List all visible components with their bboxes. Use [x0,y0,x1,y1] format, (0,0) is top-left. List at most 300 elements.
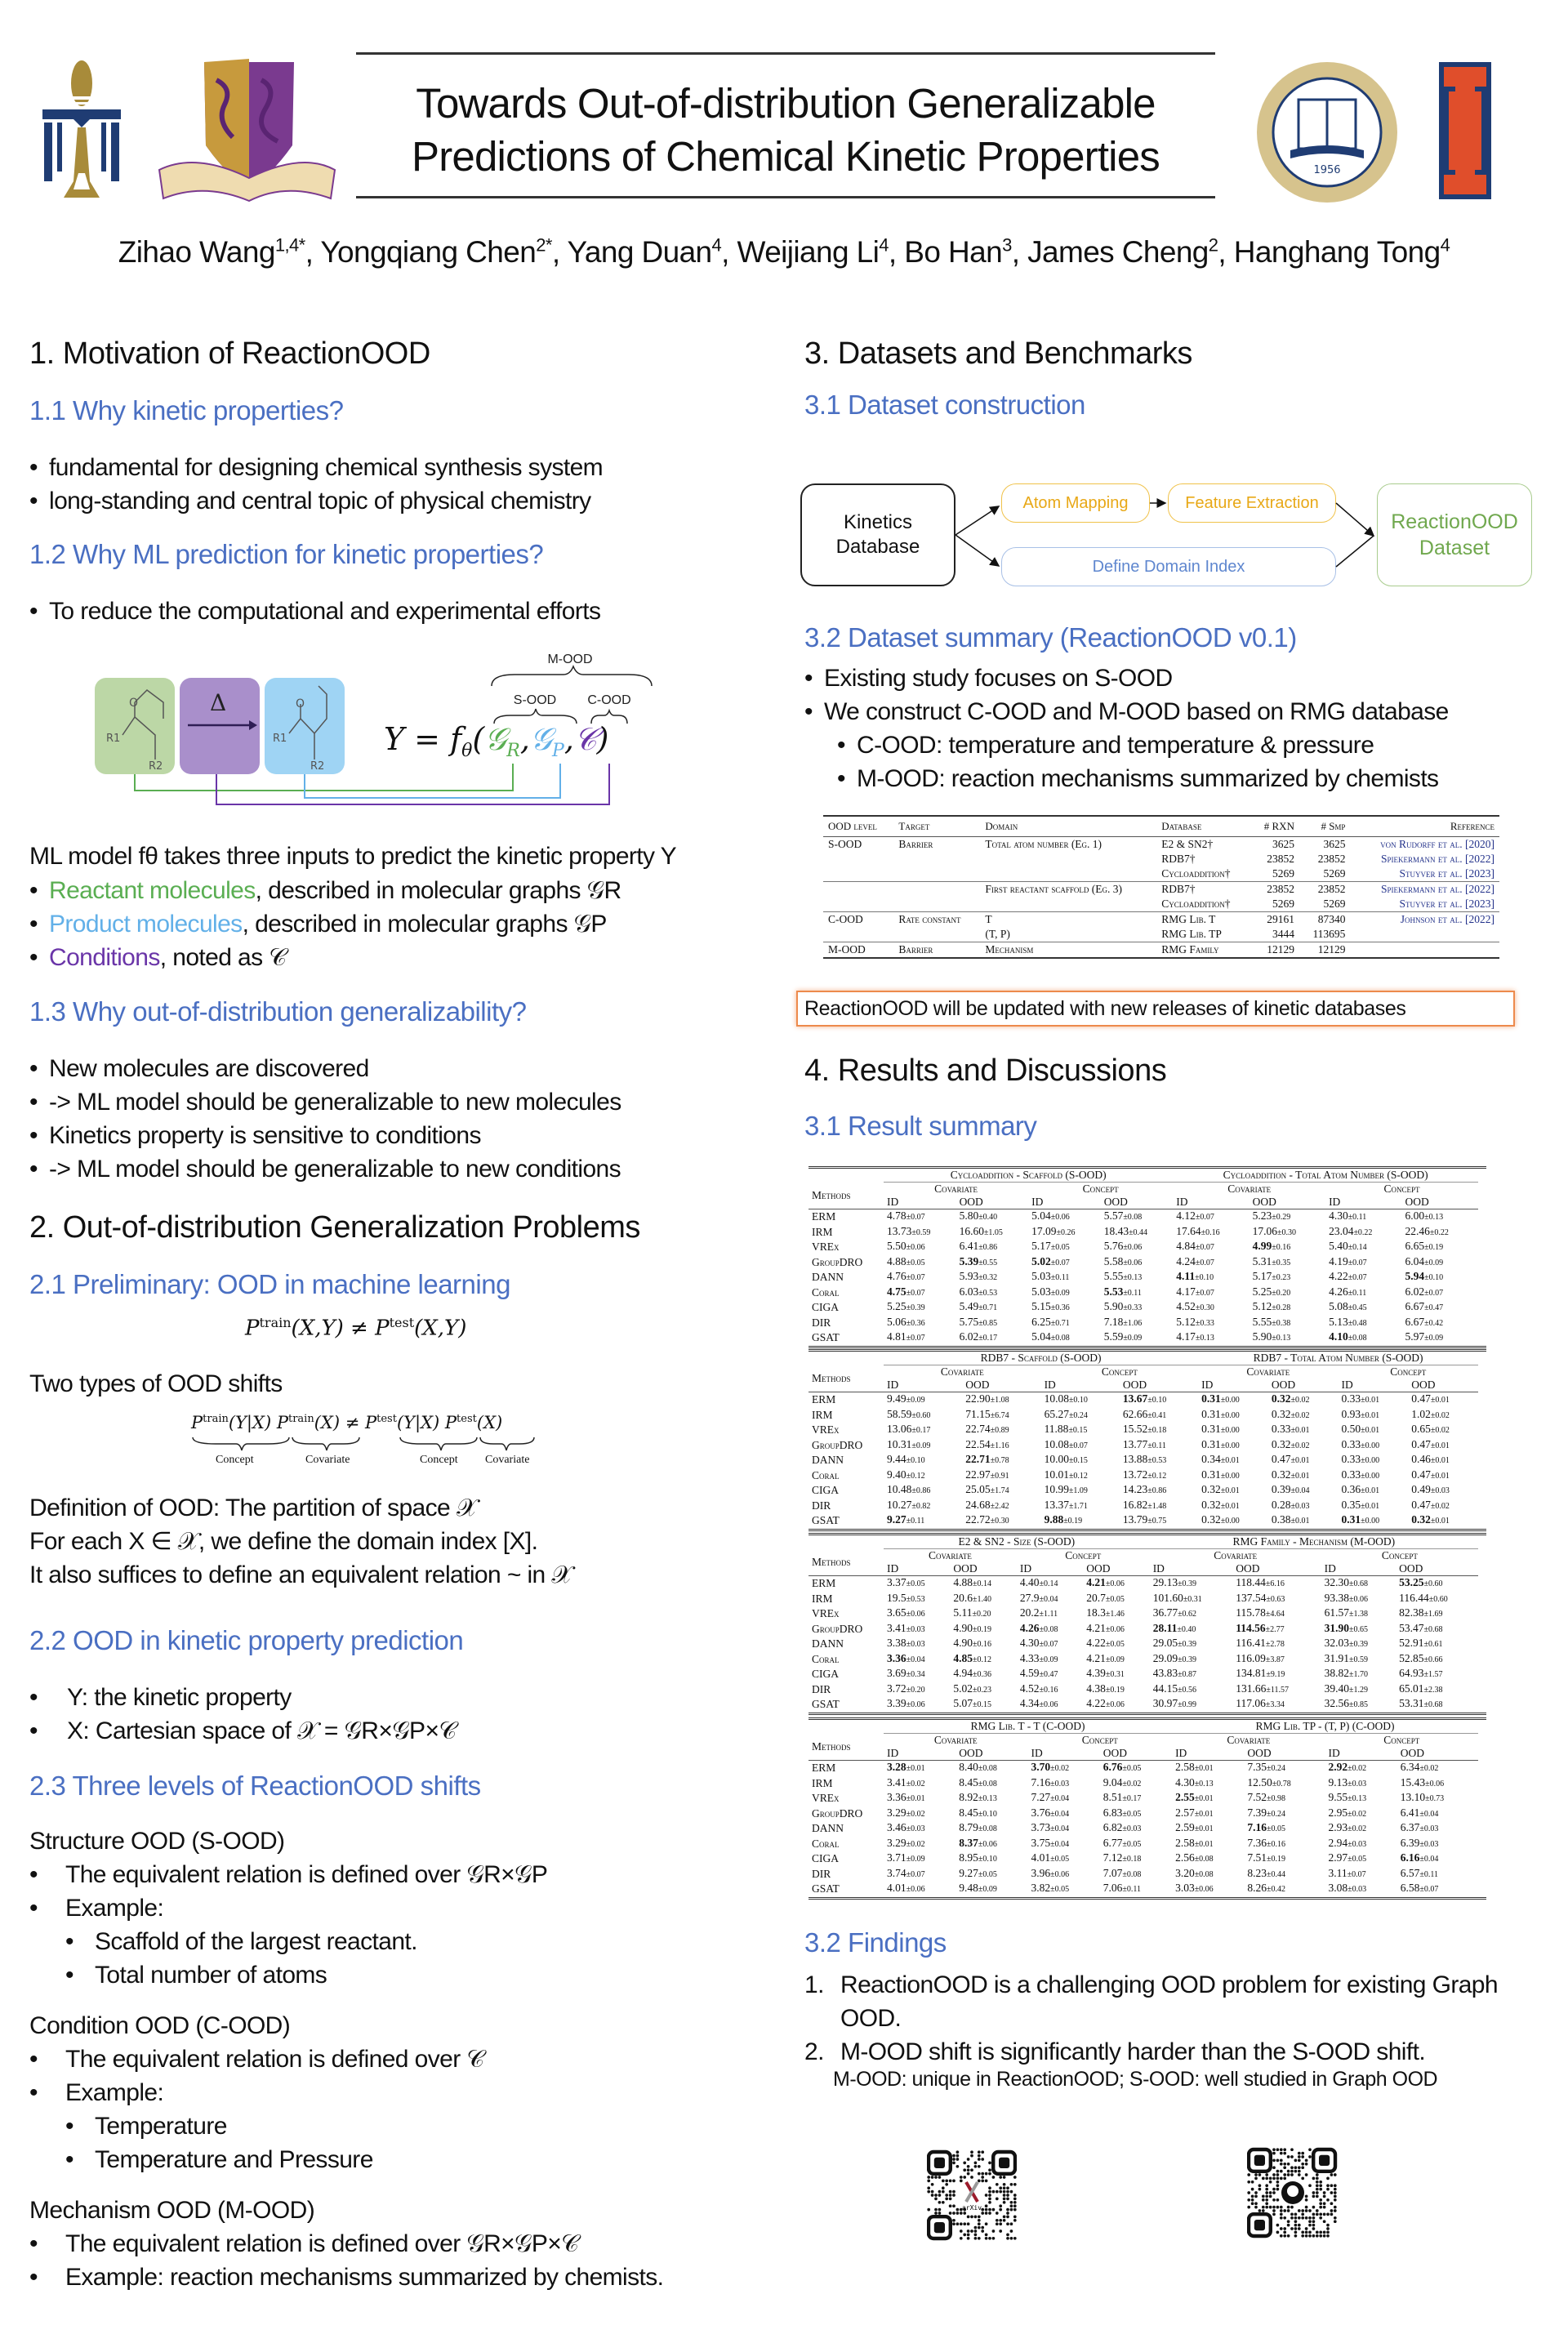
id-header: ID [1044,1379,1056,1391]
table-row [808,1513,1478,1529]
id-header: ID [1031,1747,1043,1759]
list-item: • To reduce the computational and experimental efforts [29,595,748,628]
svg-text:R1: R1 [273,733,287,745]
table-header: OOD level [823,817,893,837]
model-inputs-list [29,874,764,974]
section-4-1-title: 3.1 Result summary [804,1111,1037,1141]
table-row [808,1821,1478,1837]
result-cell: 4.90±0.19 [953,1621,992,1634]
result-cell: 71.15±6.74 [965,1407,1009,1420]
result-cell: 5.02±0.23 [953,1682,992,1695]
result-cell: 0.31±0.00 [1201,1437,1240,1450]
result-cell: 2.56±0.08 [1175,1851,1214,1864]
table-row [808,1606,1478,1622]
result-cell: 6.41±0.04 [1400,1806,1439,1819]
result-cell: 2.94±0.03 [1328,1836,1367,1849]
result-cell: 58.59±0.60 [887,1407,931,1420]
result-cell: 114.56±2.77 [1236,1621,1285,1634]
result-table [808,1533,1486,1715]
result-cell: 4.17±0.07 [1176,1285,1214,1298]
result-cell: 61.57±1.38 [1324,1606,1369,1619]
result-cell: 3.69±0.34 [887,1667,925,1679]
method-name: VREx [812,1607,840,1619]
result-cell: 0.33±0.01 [1341,1392,1380,1405]
table-row [808,1499,1478,1514]
method-name: GroupDRO [812,1806,863,1820]
result-cell: 3.46±0.03 [887,1821,925,1833]
table-row [808,1209,1478,1225]
section-2-2-list [29,1681,764,1748]
ood-header: OOD [1086,1562,1111,1575]
result-cell: 115.78±4.64 [1236,1606,1285,1619]
result-cell: 0.36±0.01 [1341,1483,1380,1495]
result-cell: 3.36±0.01 [887,1791,925,1803]
section-1-3-title: 1.3 Why out-of-distribution generalizability? [29,996,527,1027]
result-cell: 4.34±0.06 [1019,1697,1058,1709]
arxiv-icon [962,2182,982,2212]
methods-header: Methods [812,1188,851,1201]
cood-block: Condition OOD (C-OOD) • The equivalent relation is defined over 𝒞 • Example: • Temperature • Temperature and Pressure [29,2009,764,2176]
result-cell: 2.93±0.02 [1328,1821,1367,1833]
result-cell: 116.44±0.60 [1399,1591,1448,1604]
result-cell: 4.52±0.16 [1019,1682,1058,1695]
result-cell: 22.97±0.91 [965,1468,1009,1481]
ood-header: OOD [953,1562,978,1575]
two-types-text: Two types of OOD shifts [29,1370,283,1397]
result-cell: 0.33±0.00 [1341,1437,1380,1450]
concept-header: Concept [1082,1183,1119,1195]
table-row [808,1776,1478,1792]
table-row [808,1851,1478,1867]
result-cell: 13.10±0.73 [1400,1791,1445,1803]
section-3-1-title: 3.1 Dataset construction [804,390,1085,420]
author-name: Zihao Wang$^{1,4*}$ [118,235,305,270]
list-item: • X: Cartesian space of 𝒳 = 𝒢R×𝒢P×𝒞 [29,1714,764,1748]
table-row [808,1576,1478,1592]
table-row [808,1468,1478,1484]
ood-header: OOD [1405,1196,1429,1208]
result-cell: 29.05±0.39 [1152,1637,1197,1649]
result-cell: 0.47±0.01 [1271,1453,1310,1465]
dataset-summary-table [823,815,1499,959]
result-cell: 3.08±0.03 [1328,1882,1367,1894]
result-cell: 22.46±0.22 [1405,1224,1449,1237]
result-cell: 22.54±1.16 [965,1437,1009,1450]
list-item: • fundamental for designing chemical synthesis system [29,451,748,484]
result-cell: 5.13±0.48 [1329,1315,1367,1328]
list-item: • Example: [29,2076,764,2109]
result-cell: 7.27±0.04 [1031,1791,1070,1803]
result-cell: 6.67±0.42 [1405,1315,1444,1328]
result-cell: 65.27±0.24 [1044,1407,1088,1420]
covariate-header: Covariate [940,1365,984,1378]
result-cell: 0.39±0.04 [1271,1483,1310,1495]
result-cell: 116.09±3.87 [1236,1651,1285,1664]
section-3-title: 3. Datasets and Benchmarks [804,336,1192,371]
result-cell: 27.9±0.04 [1019,1591,1058,1604]
method-name: CIGA [812,1484,839,1496]
method-name: Coral [812,1285,840,1298]
author-name: Yang Duan$^4$ [567,235,722,270]
result-cell: 2.59±0.01 [1175,1821,1214,1833]
methods-header: Methods [812,1555,851,1568]
result-cell: 7.52±0.98 [1247,1791,1285,1803]
table-row [808,1483,1478,1499]
result-cell: 9.27±0.05 [959,1866,997,1879]
result-cell: 5.94±0.10 [1405,1270,1444,1282]
table-row [808,1453,1478,1468]
poster-title-line1: Towards Out-of-distribution Generalizable [416,80,1156,127]
method-name: DANN [812,1454,844,1466]
list-item: • Example: [29,1891,764,1925]
result-cell: 15.52±0.18 [1122,1423,1167,1435]
result-cell: 9.04±0.02 [1102,1775,1142,1788]
id-header: ID [887,1379,899,1391]
result-cell: 5.02±0.07 [1031,1254,1070,1267]
result-cell: 0.50±0.01 [1341,1423,1380,1435]
section-1-1-list [29,451,748,518]
table-row [808,1806,1478,1822]
table-row [808,1438,1478,1454]
result-cell: 6.82±0.03 [1102,1821,1142,1833]
result-cell: 23.04±0.22 [1329,1224,1373,1237]
result-cell: 4.30±0.07 [1019,1637,1058,1649]
method-name: DANN [812,1637,844,1650]
result-cell: 0.31±0.00 [1201,1423,1240,1435]
result-cell: 6.04±0.09 [1405,1254,1444,1267]
result-cell: 5.50±0.06 [887,1240,925,1252]
result-cell: 6.00±0.13 [1405,1209,1444,1222]
result-cell: 0.31±0.00 [1341,1513,1380,1526]
result-cell: 31.91±0.59 [1324,1651,1369,1664]
ood-header: OOD [959,1196,983,1208]
result-cell: 4.01±0.06 [887,1882,925,1894]
concept-header: Concept [1390,1365,1427,1378]
title-rule-top [356,52,1215,55]
result-cell: 0.32±0.02 [1271,1437,1310,1450]
result-cell: 8.92±0.13 [959,1791,997,1803]
table-header: # RXN [1251,817,1299,837]
result-cell: 3.71±0.09 [887,1851,925,1864]
result-cell: 53.25±0.60 [1399,1576,1443,1588]
result-cell: 5.53±0.11 [1103,1285,1142,1298]
ood-header: OOD [1236,1562,1260,1575]
result-cell: 20.6±1.40 [953,1591,992,1604]
result-cell: 6.03±0.53 [959,1285,998,1298]
result-cell: 0.38±0.01 [1271,1513,1310,1526]
result-cell: 8.37±0.06 [959,1836,997,1849]
result-cell: 10.31±0.09 [887,1437,931,1450]
result-cell: 3.65±0.06 [887,1606,925,1619]
sood-block: Structure OOD (S-OOD) • The equivalent relation is defined over 𝒢R×𝒢P • Example: • Scaffold of the largest reactant. • Total number of atoms [29,1824,764,1992]
ood-header: OOD [1411,1379,1436,1391]
result-cell: 64.93±1.57 [1399,1667,1443,1679]
list-item: • The equivalent relation is defined over 𝒞 [29,2042,764,2076]
table-row: (T, P) RMG Lib. TP 3444 113695 [985,928,1346,940]
formula-shift-types: $P^{train}(Y|X) P^{train}(X) \ne P^{test}(Y|X)$ $P^{test}(X)$ Concept Covariate Concept Covariate [191,1413,583,1470]
list-item: • Existing study focuses on S-OOD [804,662,1539,695]
result-cell: 19.5±0.53 [887,1591,925,1604]
result-cell: 3.03±0.06 [1175,1882,1214,1894]
dataset-construction-flow [792,457,1518,588]
table-row [808,1697,1478,1713]
result-cell: 44.15±0.56 [1152,1682,1197,1695]
table-title: RDB7 - Total Atom Number (S-OOD) [1198,1352,1478,1365]
table-title: E2 & SN2 - Size (S-OOD) [884,1535,1150,1549]
table-title: Cycloaddition - Total Atom Number (S-OOD) [1173,1169,1478,1183]
method-name: DIR [812,1682,831,1695]
method-name: ERM [812,1393,836,1405]
result-cell: 32.30±0.68 [1324,1576,1369,1588]
result-cell: 6.37±0.03 [1400,1821,1439,1833]
svg-text:arXiv: arXiv [961,2204,982,2212]
illinois-logo [1439,62,1491,199]
result-cell: 22.74±0.89 [965,1423,1009,1435]
result-cell: 5.90±0.33 [1103,1300,1143,1312]
table-row [808,1285,1478,1301]
id-header: ID [1324,1562,1336,1575]
table-row [808,1270,1478,1285]
ml-model-description: ML model fθ takes three inputs to predict the kinetic property Y [29,843,677,870]
id-header: ID [1175,1747,1187,1759]
result-cell: 4.21±0.06 [1086,1621,1125,1634]
arxiv-qr-code[interactable] [927,2114,1017,2277]
author-list: Zihao Wang$^{1,4*}$, Yongqiang Chen$^{2*}$, Yang Duan$^4$, Weijiang Li$^4$, Bo Han$^3$, James Cheng$^2$, Hanghang Tong$^4$ [118,235,1450,270]
method-name: DANN [812,1822,844,1834]
table-row [808,1300,1478,1316]
result-cell: 5.03±0.11 [1031,1270,1070,1282]
result-cell: 5.58±0.06 [1103,1254,1143,1267]
result-cell: 20.2±1.11 [1019,1606,1058,1619]
result-cell: 52.91±0.61 [1399,1637,1443,1649]
result-cell: 3.20±0.08 [1175,1866,1214,1879]
result-cell: 5.59±0.09 [1103,1330,1143,1343]
covariate-header: Covariate [1227,1183,1272,1195]
result-cell: 134.81±9.19 [1236,1667,1285,1679]
concept-header: Concept [1081,1734,1118,1746]
result-cell: 53.47±0.68 [1399,1621,1443,1634]
result-cell: 5.23±0.29 [1252,1209,1291,1222]
result-cell: 6.76±0.05 [1102,1761,1142,1773]
result-cell: 8.51±0.17 [1102,1791,1142,1803]
result-cell: 0.32±0.01 [1271,1468,1310,1481]
result-cell: 4.30±0.11 [1329,1209,1367,1222]
result-cell: 13.06±0.17 [887,1423,931,1435]
section-2-1-title: 2.1 Preliminary: OOD in machine learning [29,1269,510,1299]
result-cell: 8.26±0.42 [1247,1882,1285,1894]
svg-text:M-OOD: M-OOD [547,653,593,666]
result-cell: 5.39±0.55 [959,1254,998,1267]
result-cell: 10.08±0.07 [1044,1437,1088,1450]
method-name: VREx [812,1241,840,1253]
result-cell: 3.73±0.04 [1031,1821,1070,1833]
result-cell: 13.77±0.11 [1122,1437,1166,1450]
result-cell: 7.39±0.24 [1247,1806,1285,1819]
result-cell: 8.79±0.08 [959,1821,997,1833]
result-cell: 18.3±1.46 [1086,1606,1125,1619]
table-row: Cycloaddition† 5269 5269 Stuyver et al. [2023] [1161,867,1494,880]
result-cell: 52.85±0.66 [1399,1651,1443,1664]
result-cell: 10.48±0.86 [887,1483,931,1495]
result-cell: 6.02±0.17 [959,1330,998,1343]
result-cell: 2.92±0.02 [1328,1761,1367,1773]
result-cell: 4.88±0.05 [887,1254,925,1267]
result-cell: 0.28±0.03 [1271,1498,1310,1511]
result-cell: 8.95±0.10 [959,1851,997,1864]
covariate-header: Covariate [929,1549,972,1561]
author-name: Hanghang Tong$^4$ [1233,235,1450,270]
id-header: ID [887,1196,899,1208]
result-cell: 4.33±0.09 [1019,1651,1058,1664]
result-cell: 5.17±0.05 [1031,1240,1070,1252]
table-header: Domain [980,817,1156,837]
result-cell: 22.72±0.30 [965,1513,1009,1526]
section-3-2-sublist [837,728,1556,795]
result-cell: 6.83±0.05 [1102,1806,1142,1819]
table-row [808,1667,1478,1682]
result-cell: 4.26±0.08 [1019,1621,1058,1634]
method-name: CIGA [812,1852,839,1864]
flow-reactionood-dataset: ReactionOOD Dataset [1377,483,1532,586]
result-cell: 0.47±0.02 [1411,1498,1450,1511]
result-cell: 5.80±0.40 [959,1209,998,1222]
result-cell: 5.90±0.13 [1252,1330,1291,1343]
result-cell: 9.55±0.13 [1328,1791,1367,1803]
method-name: DIR [812,1499,831,1512]
result-cell: 3.75±0.04 [1031,1836,1070,1849]
result-cell: 5.55±0.38 [1252,1315,1291,1328]
result-cell: 5.57±0.08 [1103,1209,1143,1222]
ood-header: OOD [965,1379,990,1391]
result-cell: 4.59±0.47 [1019,1667,1058,1679]
table-header: Reference [1350,817,1499,837]
ood-header: OOD [1122,1379,1147,1391]
result-cell: 4.84±0.07 [1176,1240,1214,1252]
id-header: ID [1176,1196,1188,1208]
hkbu-logo [1254,59,1401,206]
result-cell: 3.41±0.02 [887,1775,925,1788]
result-cell: 28.11±0.40 [1152,1621,1196,1634]
result-cell: 3.82±0.05 [1031,1882,1070,1894]
label-covariate: Covariate [485,1454,530,1466]
result-cell: 3.11±0.07 [1328,1866,1366,1879]
table-header: Target [893,817,980,837]
result-table [808,1349,1486,1531]
method-name: CIGA [812,1668,839,1680]
result-cell: 4.24±0.07 [1176,1254,1214,1267]
table-row: First reactant scaffold (Eg. 3) RDB7† 23852 23852 Spiekermann et al. [2022] [823,882,1499,898]
table-row [808,1867,1478,1882]
result-cell: 0.93±0.01 [1341,1407,1380,1420]
result-cell: 31.90±0.65 [1324,1621,1369,1634]
result-cell: 3.70±0.02 [1031,1761,1070,1773]
result-cell: 4.21±0.06 [1086,1576,1125,1588]
covariate-header: Covariate [1227,1734,1271,1746]
concept-header: Concept [1381,1549,1418,1561]
result-cell: 5.08±0.45 [1329,1300,1367,1312]
github-icon [1281,2181,1304,2204]
svg-text:S-OOD: S-OOD [513,693,557,707]
result-cell: 62.66±0.41 [1122,1407,1167,1420]
method-name: ERM [812,1577,836,1589]
findings-list [804,1968,1539,2069]
svg-text:1956: 1956 [1313,164,1341,176]
result-cell: 6.02±0.07 [1405,1285,1444,1298]
id-header: ID [887,1747,899,1759]
result-cell: 0.33±0.01 [1271,1423,1310,1435]
result-cell: 18.43±0.44 [1103,1224,1148,1237]
section-2-3-title: 2.3 Three levels of ReactionOOD shifts [29,1771,481,1801]
result-cell: 0.46±0.01 [1411,1453,1450,1465]
result-cell: 13.73±0.59 [887,1224,931,1237]
github-qr-code[interactable] [1247,2111,1339,2274]
list-item: • M-OOD: reaction mechanisms summarized by chemists [837,762,1556,795]
flow-define-domain-index: Define Domain Index [1001,547,1336,586]
cuhk-logo [155,56,339,203]
result-cell: 4.90±0.16 [953,1637,992,1649]
reaction-diagram [90,645,662,808]
result-cell: 4.52±0.30 [1176,1300,1214,1312]
result-cell: 29.13±0.39 [1152,1576,1197,1588]
id-header: ID [1341,1379,1353,1391]
svg-text:R2: R2 [310,760,325,773]
section-2-2-title: 2.2 OOD in kinetic property prediction [29,1625,464,1655]
list-item: • Product molecules, described in molecular graphs 𝒢P [29,907,764,941]
finding-item: 1. ReactionOOD is a challenging OOD problem for existing Graph OOD. [804,1971,1498,2032]
list-item: • Conditions, noted as 𝒞 [29,941,764,974]
section-1-3-list [29,1052,764,1186]
result-cell: 17.09±0.26 [1031,1224,1076,1237]
table-row: RDB7† 23852 23852 Spiekermann et al. [2022] [1161,853,1494,865]
result-cell: 1.02±0.02 [1411,1407,1450,1420]
result-cell: 2.95±0.02 [1328,1806,1367,1819]
result-cell: 4.39±0.31 [1086,1667,1125,1679]
id-header: ID [1019,1562,1032,1575]
id-header: ID [1031,1196,1044,1208]
flow-kinetics-database: Kinetics Database [800,483,956,586]
ood-header: OOD [1271,1379,1296,1391]
ood-header: OOD [1103,1196,1128,1208]
covariate-header: Covariate [1246,1365,1290,1378]
result-cell: 0.65±0.02 [1411,1423,1450,1435]
method-name: Coral [812,1468,840,1481]
method-name: VREx [812,1423,840,1436]
result-cell: 0.33±0.00 [1341,1453,1380,1465]
result-cell: 25.05±1.74 [965,1483,1009,1495]
list-item: • The equivalent relation is defined over 𝒢R×𝒢P [29,1858,764,1891]
result-cell: 10.27±0.82 [887,1498,931,1511]
method-name: Coral [812,1652,840,1665]
result-cell: 5.15±0.36 [1031,1300,1070,1312]
result-cell: 3.39±0.06 [887,1697,925,1709]
result-cell: 13.79±0.75 [1122,1513,1167,1526]
result-cell: 4.11±0.10 [1176,1270,1214,1282]
id-header: ID [1201,1379,1214,1391]
result-cell: 4.75±0.07 [887,1285,925,1298]
result-cell: 5.11±0.20 [953,1606,991,1619]
flow-feature-extraction: Feature Extraction [1168,483,1336,523]
result-cell: 15.43±0.06 [1400,1775,1445,1788]
result-cell: 11.88±0.15 [1044,1423,1088,1435]
table-row [808,1225,1478,1241]
result-cell: 3.72±0.20 [887,1682,925,1695]
method-name: CIGA [812,1301,839,1313]
result-cell: 6.41±0.86 [959,1240,998,1252]
result-cell: 32.03±0.39 [1324,1637,1369,1649]
result-cell: 8.23±0.44 [1247,1866,1285,1879]
result-cell: 10.00±0.15 [1044,1453,1088,1465]
method-name: Coral [812,1837,840,1850]
